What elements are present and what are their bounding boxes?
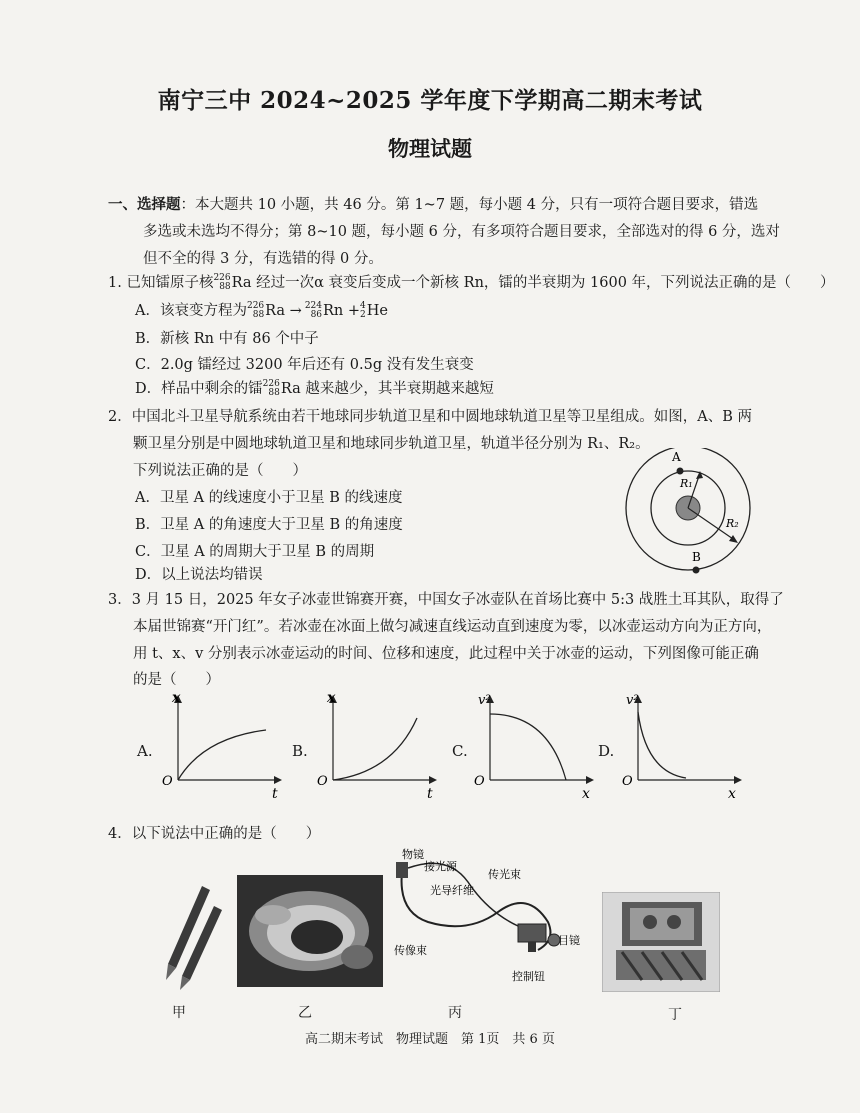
label-control: 控制钮: [512, 970, 545, 983]
caption-bing: 丙: [448, 1005, 462, 1021]
graph-c-option: C.: [452, 742, 468, 760]
q1-stem-b: Ra 经过一次α 衰变后变成一个新核 Rn，镭的半衰期为 1600 年，下列说法正确的是（ ）: [231, 275, 835, 291]
he-mass: 4: [360, 301, 366, 311]
section-intro-line-1: [108, 193, 758, 214]
label-light-source: 接光源: [424, 860, 457, 873]
he-isotope: [360, 302, 366, 320]
q3-stem-3: 用 t、x、v 分别表示冰壶运动的时间、位移和速度，此过程中关于冰壶的运动，下列图像可能正确: [133, 646, 759, 662]
section-intro-line-2: 多选或未选均不得分；第 8~10 题，每小题 6 分，有多项符合题目要求，全部选对的得 6 分，选对: [143, 224, 780, 240]
label-b: B: [692, 550, 701, 564]
graph-a: [158, 690, 288, 802]
caption-ding: 丁: [668, 1007, 682, 1023]
graph-a-curve: [178, 730, 266, 780]
q2-option-c: C．卫星 A 的周期大于卫星 B 的周期: [135, 544, 375, 560]
ra-num: 88: [219, 282, 231, 292]
label-r1: R₁: [680, 477, 693, 490]
q3-stem-1: 3．3 月 15 日，2025 年女子冰壶世锦赛开赛，中国女子冰壶队在首场比赛中 5:3 战胜土耳其队，取得了: [108, 592, 784, 608]
graph-c-ylabel: v²: [478, 693, 491, 708]
section-intro-line-3: 但不全的得 3 分，有选错的得 0 分。: [143, 251, 383, 267]
endoscope-diagram: [388, 842, 588, 990]
rn-isotope: [305, 302, 322, 320]
q1-stem: [108, 271, 835, 292]
satellite-b: [693, 567, 700, 574]
label-objective: 物镜: [402, 848, 424, 861]
graph-b-ylabel: x: [327, 690, 336, 706]
q2-option-b: B．卫星 A 的角速度大于卫星 B 的角速度: [135, 517, 403, 533]
rn-num: 86: [310, 310, 323, 320]
graph-d: [618, 690, 748, 802]
r2-arrowhead: [729, 535, 738, 543]
label-light-beam: 传光束: [488, 868, 521, 881]
q2-option-d: D．以上说法均错误: [135, 567, 263, 583]
ra-num-a: 88: [252, 310, 265, 320]
q3-stem-4: 的是（ ）: [133, 672, 220, 688]
q2-stem-2: 颗卫星分别是中圆地球轨道卫星和地球同步轨道卫星，轨道半径分别为 R₁、R₂。: [133, 436, 650, 452]
pencils-image: [150, 880, 230, 990]
photo-ding: [602, 892, 720, 992]
ra-num-d: 88: [268, 388, 280, 398]
label-r2: R₂: [726, 517, 739, 530]
graph-d-option: D.: [598, 742, 615, 760]
satellite-a: [677, 468, 684, 475]
q2-option-a: A．卫星 A 的线速度小于卫星 B 的线速度: [135, 490, 403, 506]
photo-yi: [237, 875, 383, 987]
page-title: 南宁三中 2024~2025 学年度下学期高二期末考试: [157, 87, 703, 114]
graph-d-curve: [638, 712, 686, 778]
label-a: A: [672, 450, 681, 464]
graph-d-origin: O: [622, 774, 633, 789]
graph-c: [470, 690, 600, 802]
label-fiber: 光导纤维: [430, 884, 474, 897]
he-num: 2: [360, 310, 366, 320]
label-eyepiece: 目镜: [558, 934, 580, 947]
graph-a-xlabel: t: [272, 786, 278, 802]
q1-opt-a-rn: Rn +: [323, 303, 361, 319]
q1-opt-d-rest: Ra 越来越少，其半衰期越来越短: [280, 381, 494, 397]
rn-mass: 224: [304, 301, 323, 311]
ra-mass-d: 226: [262, 379, 280, 389]
q1-opt-a-he: He: [366, 303, 388, 319]
section-intro-text-1: ：本大题共 10 小题，共 46 分。第 1~7 题，每小题 4 分，只有一项符合题目要求，错选: [180, 197, 759, 213]
graph-b-xlabel: t: [427, 786, 433, 802]
graph-c-curve: [490, 714, 566, 780]
ra-mass-a: 226: [246, 301, 265, 311]
q1-option-c: C．2.0g 镭经过 3200 年后还有 0.5g 没有发生衰变: [135, 357, 474, 373]
q1-opt-a-ra: Ra →: [265, 303, 302, 319]
orbit-diagram: [620, 448, 760, 576]
graph-c-xlabel: x: [582, 786, 590, 802]
ra-isotope: [213, 274, 230, 292]
q1-option-b: B．新核 Rn 中有 86 个中子: [135, 331, 319, 347]
label-image-beam: 传像束: [394, 944, 427, 957]
graph-b-curve: [333, 718, 417, 780]
q1-option-d: [135, 377, 494, 398]
graph-b-origin: O: [317, 774, 328, 789]
graph-a-ylabel: x: [172, 690, 181, 706]
graph-b-option: B.: [292, 742, 308, 760]
q1-stem-a: 1. 已知镭原子核: [108, 275, 214, 291]
q3-stem-2: 本届世锦赛“开门红”。若冰壶在冰面上做匀减速直线运动直到速度为零，以冰壶运动方向为正方向，: [133, 619, 772, 635]
graph-d-xlabel: x: [728, 786, 736, 802]
page-subtitle: 物理试题: [388, 136, 472, 161]
q1-option-a: [135, 299, 388, 320]
q1-opt-a-text: A．该衰变方程为: [135, 303, 247, 319]
q2-stem-3: 下列说法正确的是（ ）: [133, 463, 307, 479]
q1-opt-d-text: D．样品中剩余的镭: [135, 381, 263, 397]
graph-a-option: A.: [137, 742, 153, 760]
section-heading: 一、选择题: [108, 196, 181, 213]
q4-stem: 4．以下说法中正确的是（ ）: [108, 826, 321, 842]
caption-jia: 甲: [172, 1005, 186, 1021]
page-footer: 高二期末考试 物理试题 第 1页 共 6 页: [305, 1032, 555, 1047]
graph-d-ylabel: v²: [626, 693, 639, 708]
graph-c-origin: O: [474, 774, 485, 789]
graph-b: [313, 690, 443, 802]
q2-stem-1: 2．中国北斗卫星导航系统由若干地球同步轨道卫星和中圆地球轨道卫星等卫星组成。如图，A、B 两: [108, 409, 752, 425]
ra-isotope-d: [263, 380, 280, 398]
ra-isotope-a: [247, 302, 264, 320]
graph-a-origin: O: [162, 774, 173, 789]
ra-mass: 226: [213, 273, 231, 283]
caption-yi: 乙: [298, 1005, 312, 1021]
